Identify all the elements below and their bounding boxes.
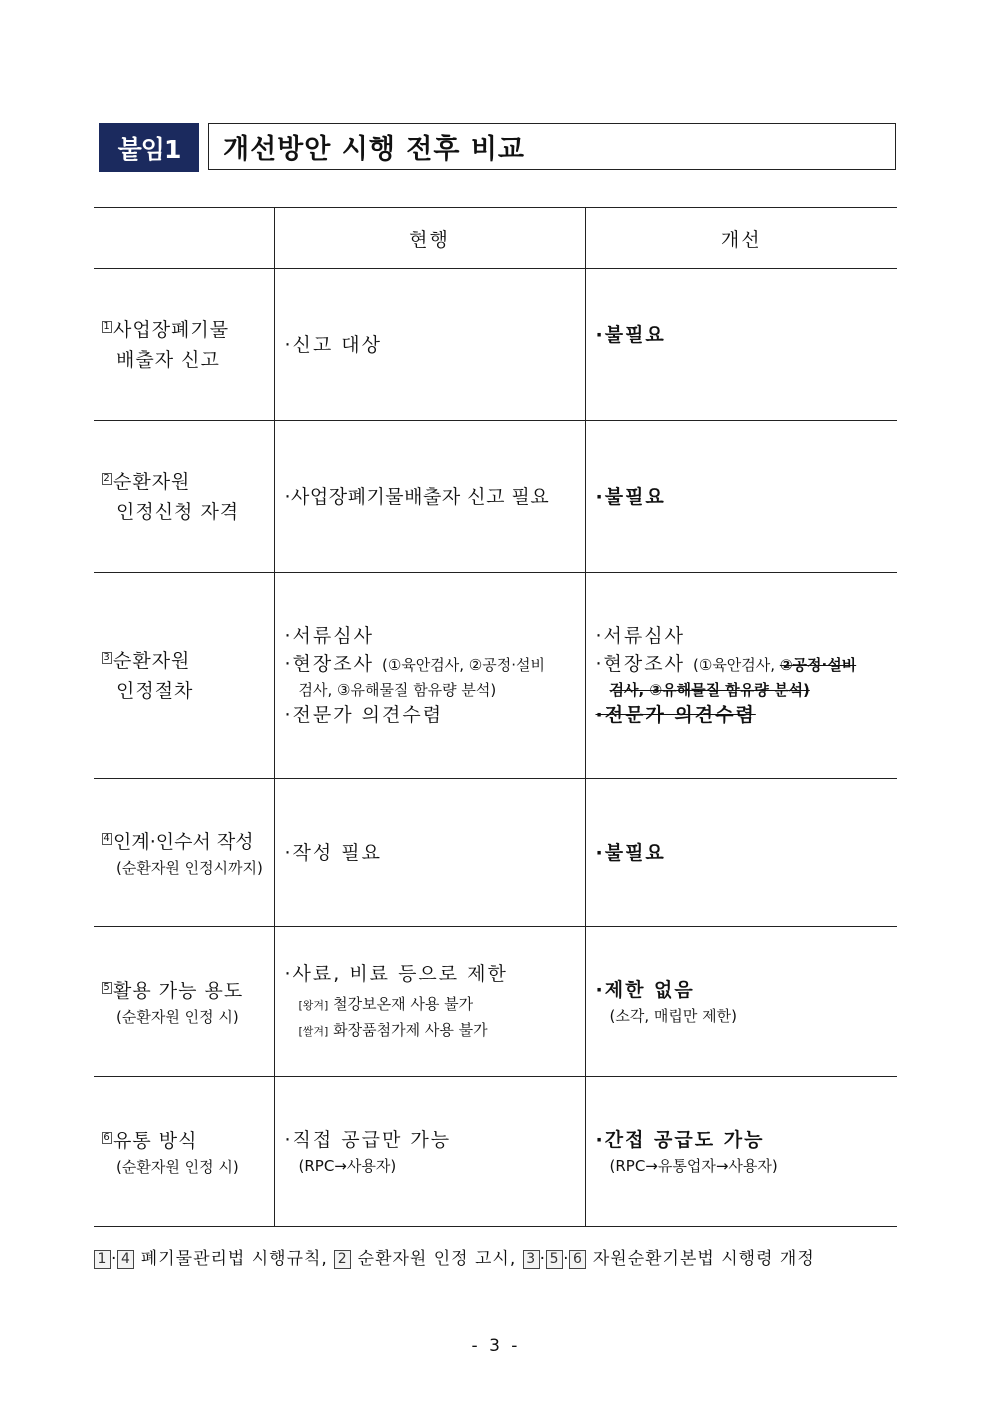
table-row	[94, 573, 897, 779]
current-item-detail	[285, 992, 585, 1018]
current-cell	[274, 421, 585, 573]
footnote-ref: 2	[334, 1250, 351, 1269]
attachment-badge: 붙임1	[99, 123, 199, 172]
footnote-text: 순환자원 인정 고시,	[351, 1249, 523, 1269]
page-title	[208, 123, 896, 170]
row-label-line1: 유통 방식	[113, 1129, 198, 1152]
current-item-detail	[285, 1018, 585, 1044]
table-row	[94, 779, 897, 927]
current-cell	[274, 573, 585, 779]
row-label-line2: 인정신청 자격	[116, 500, 240, 523]
row-label-line2: (순환자원 인정 시)	[116, 1007, 239, 1026]
improved-item: ·불필요	[595, 841, 666, 864]
detail-tag: [왕겨]	[298, 998, 329, 1012]
improved-item	[596, 650, 898, 679]
improved-cell	[585, 779, 897, 927]
row-label	[94, 573, 274, 779]
row-label-line2: (순환자원 인정시까지)	[116, 858, 263, 877]
footnote	[94, 1244, 815, 1269]
improved-cell	[585, 1077, 897, 1227]
detail-text: 철강보온재 사용 불가	[333, 994, 474, 1013]
footnote-text: 폐기물관리법 시행규칙,	[134, 1249, 335, 1269]
table-row	[94, 1077, 897, 1227]
detail-text: 화장품첨가제 사용 불가	[333, 1020, 488, 1039]
current-item-detail: (①육안검사, ②공정·설비	[382, 656, 545, 674]
current-cell	[274, 927, 585, 1077]
row-label-line1: 활용 가능 용도	[113, 979, 244, 1002]
current-item: ·사업장폐기물배출자 신고 필요	[284, 485, 550, 508]
improved-item: ·불필요	[595, 485, 666, 508]
page-title-text: 개선방안 시행 전후 비교	[223, 134, 526, 165]
current-item: ·전문가 의견수렴	[284, 704, 444, 726]
row-label	[94, 1077, 274, 1227]
footnote-ref: 1	[94, 1250, 111, 1269]
footnote-ref: 6	[569, 1250, 586, 1269]
row-number: 5	[103, 981, 111, 993]
improved-cell	[585, 269, 897, 421]
footnote-sep: ·	[111, 1249, 118, 1269]
footnote-text: 자원순환기본법 시행령 개정	[586, 1249, 815, 1269]
row-label-line2: 배출자 신고	[116, 348, 220, 371]
row-label-line1: 사업장폐기물	[113, 318, 230, 341]
header-empty	[94, 208, 274, 269]
struck-detail: ②공정·설비	[779, 656, 857, 674]
footnote-sep: ·	[539, 1249, 547, 1269]
current-item-detail: (RPC→사용자)	[298, 1156, 397, 1175]
row-label-line1: 순환자원	[113, 649, 191, 672]
improved-cell	[585, 421, 897, 573]
row-label-line1: 인계·인수서 작성	[113, 830, 254, 853]
current-item: ·직접 공급만 가능	[284, 1128, 452, 1151]
row-label	[94, 779, 274, 927]
row-number: 1	[103, 320, 111, 332]
struck-detail: 검사, ③유해물질 함유량 분석)	[609, 681, 810, 699]
row-label	[94, 269, 274, 421]
current-item: ·작성 필요	[284, 841, 382, 864]
row-number: 6	[103, 1131, 111, 1143]
improved-item-detail: (①육안검사,	[693, 656, 780, 674]
current-cell	[274, 1077, 585, 1227]
table-header-row	[94, 208, 897, 269]
current-item	[285, 650, 585, 679]
row-number: 4	[103, 832, 111, 844]
footnote-ref: 3	[523, 1250, 540, 1269]
row-number: 2	[103, 472, 111, 484]
row-label	[94, 421, 274, 573]
improved-item: ·제한 없음	[595, 978, 695, 1001]
footnote-sep: ·	[563, 1249, 570, 1269]
comparison-table	[94, 207, 897, 1227]
improved-cell	[585, 573, 897, 779]
improved-cell	[585, 927, 897, 1077]
row-label	[94, 927, 274, 1077]
row-label-line2: (순환자원 인정 시)	[116, 1157, 239, 1176]
current-cell	[274, 779, 585, 927]
header-current: 현행	[274, 208, 585, 269]
table-row	[94, 927, 897, 1077]
detail-tag: [쌀겨]	[298, 1024, 329, 1038]
table-row	[94, 421, 897, 573]
current-cell	[274, 269, 585, 421]
improved-item-head: ·현장조사	[595, 653, 685, 675]
current-item-head: ·현장조사	[284, 653, 374, 675]
current-item: ·서류심사	[284, 625, 374, 647]
struck-item: ·전문가 의견수렴	[595, 704, 756, 726]
row-label-line2: 인정절차	[116, 679, 194, 702]
improved-item-detail: (소각, 매립만 제한)	[609, 1006, 737, 1025]
row-label-line1: 순환자원	[113, 470, 191, 493]
current-item: ·신고 대상	[284, 333, 382, 356]
table-row	[94, 269, 897, 421]
footnote-ref: 5	[546, 1250, 563, 1269]
improved-item: ·서류심사	[595, 625, 685, 647]
improved-item: ·불필요	[595, 324, 666, 346]
improved-item-detail: (RPC→유통업자→사용자)	[609, 1156, 778, 1175]
current-item-detail: 검사, ③유해물질 함유량 분석)	[298, 681, 497, 699]
footnote-ref: 4	[117, 1250, 134, 1269]
page-number: - 3 -	[471, 1336, 521, 1356]
improved-item: ·간접 공급도 가능	[595, 1128, 765, 1151]
header-improved: 개선	[585, 208, 897, 269]
row-number: 3	[103, 651, 111, 663]
current-item: ·사료, 비료 등으로 제한	[284, 962, 508, 985]
